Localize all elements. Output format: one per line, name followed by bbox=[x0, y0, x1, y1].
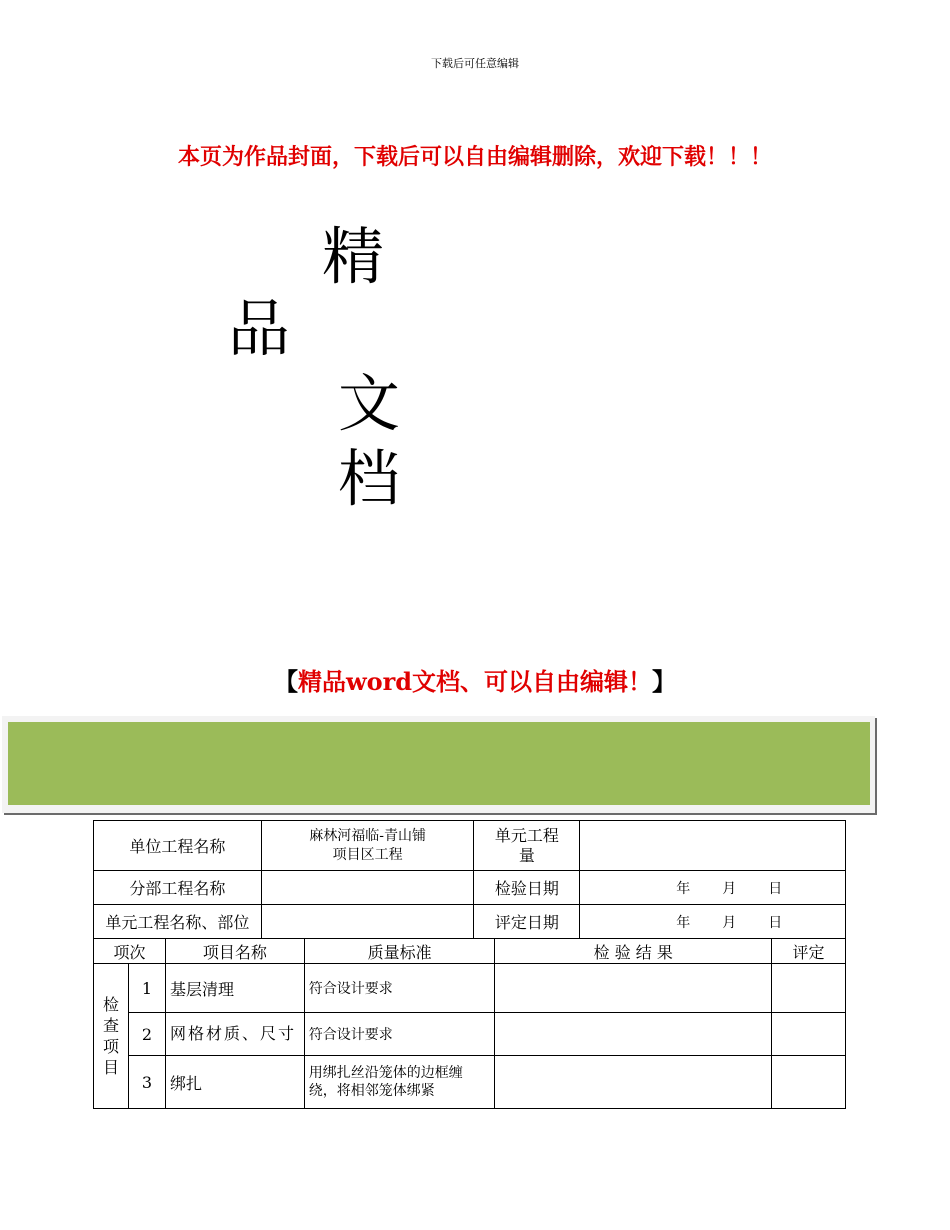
header-item-no: 项次 bbox=[94, 939, 166, 964]
sub-project-value bbox=[261, 871, 474, 905]
group-char: 检 bbox=[102, 995, 119, 1014]
unit-quantity-label-line1: 单元工程 bbox=[494, 825, 559, 845]
unit-project-value-line1: 麻林河福临-青山铺 bbox=[309, 827, 426, 844]
cover-char-pin: 品 bbox=[228, 292, 291, 365]
inspection-date-day: 日 bbox=[768, 880, 783, 897]
rating-date-year: 年 bbox=[676, 914, 691, 931]
group-char: 查 bbox=[102, 1016, 119, 1035]
tagline-open-bracket: 【 bbox=[273, 667, 298, 696]
rating-date-value bbox=[580, 905, 846, 939]
inspection-date-year: 年 bbox=[676, 880, 691, 897]
row-rating bbox=[772, 1013, 846, 1056]
unit-quantity-label-line2: 量 bbox=[518, 845, 535, 865]
group-char: 项 bbox=[102, 1037, 119, 1056]
rating-date-month: 月 bbox=[722, 914, 737, 931]
unit-quantity-label bbox=[474, 821, 580, 871]
unit-name-value bbox=[261, 905, 474, 939]
header-inspection-result: 检 验 结 果 bbox=[495, 939, 772, 964]
rating-date-day: 日 bbox=[768, 914, 783, 931]
row-standard: 符合设计要求 bbox=[304, 964, 495, 1013]
row-standard: 符合设计要求 bbox=[304, 1013, 495, 1056]
check-items-group-label bbox=[94, 964, 129, 1109]
inspection-date-label: 检验日期 bbox=[474, 871, 580, 905]
unit-project-value bbox=[261, 821, 474, 871]
row-number: 1 bbox=[128, 964, 165, 1013]
tagline-close-bracket: 】 bbox=[652, 667, 677, 696]
cover-notice: 本页为作品封面，下载后可以自由编辑删除，欢迎下载！！！ bbox=[177, 145, 772, 170]
table-row bbox=[94, 964, 846, 1013]
row-rating bbox=[772, 1056, 846, 1109]
row-result bbox=[495, 964, 772, 1013]
sub-project-label: 分部工程名称 bbox=[94, 871, 262, 905]
check-table bbox=[93, 938, 846, 1109]
header-quality-standard: 质量标准 bbox=[304, 939, 495, 964]
row-item-name: 网格材质、尺寸 bbox=[165, 1013, 304, 1056]
header-note: 下载后可任意编辑 bbox=[431, 57, 519, 70]
row-result bbox=[495, 1056, 772, 1109]
row-number: 2 bbox=[128, 1013, 165, 1056]
inspection-date-value bbox=[580, 871, 846, 905]
info-table bbox=[93, 820, 846, 939]
header-rating: 评定 bbox=[772, 939, 846, 964]
rating-date-label: 评定日期 bbox=[474, 905, 580, 939]
cover-char-jing: 精 bbox=[322, 220, 385, 293]
row-result bbox=[495, 1013, 772, 1056]
header-item-name: 项目名称 bbox=[165, 939, 304, 964]
row-standard: 用绑扎丝沿笼体的边框缠绕，将相邻笼体绑紧 bbox=[304, 1056, 495, 1109]
unit-project-label: 单位工程名称 bbox=[94, 821, 262, 871]
group-char: 目 bbox=[102, 1058, 119, 1077]
table-row bbox=[94, 1056, 846, 1109]
tagline bbox=[0, 662, 950, 697]
inspection-date-month: 月 bbox=[722, 880, 737, 897]
unit-quantity-value bbox=[580, 821, 846, 871]
row-number: 3 bbox=[128, 1056, 165, 1109]
unit-project-value-line2: 项目区工程 bbox=[332, 846, 403, 863]
tagline-text: 精品word文档、可以自由编辑！ bbox=[297, 667, 653, 696]
cover-char-dang: 档 bbox=[338, 442, 401, 515]
row-rating bbox=[772, 964, 846, 1013]
cover-char-wen: 文 bbox=[338, 367, 401, 440]
green-banner bbox=[8, 722, 870, 805]
banner-frame bbox=[2, 716, 875, 813]
table-row bbox=[94, 1013, 846, 1056]
row-item-name: 基层清理 bbox=[165, 964, 304, 1013]
row-item-name: 绑扎 bbox=[165, 1056, 304, 1109]
unit-name-label: 单元工程名称、部位 bbox=[94, 905, 262, 939]
